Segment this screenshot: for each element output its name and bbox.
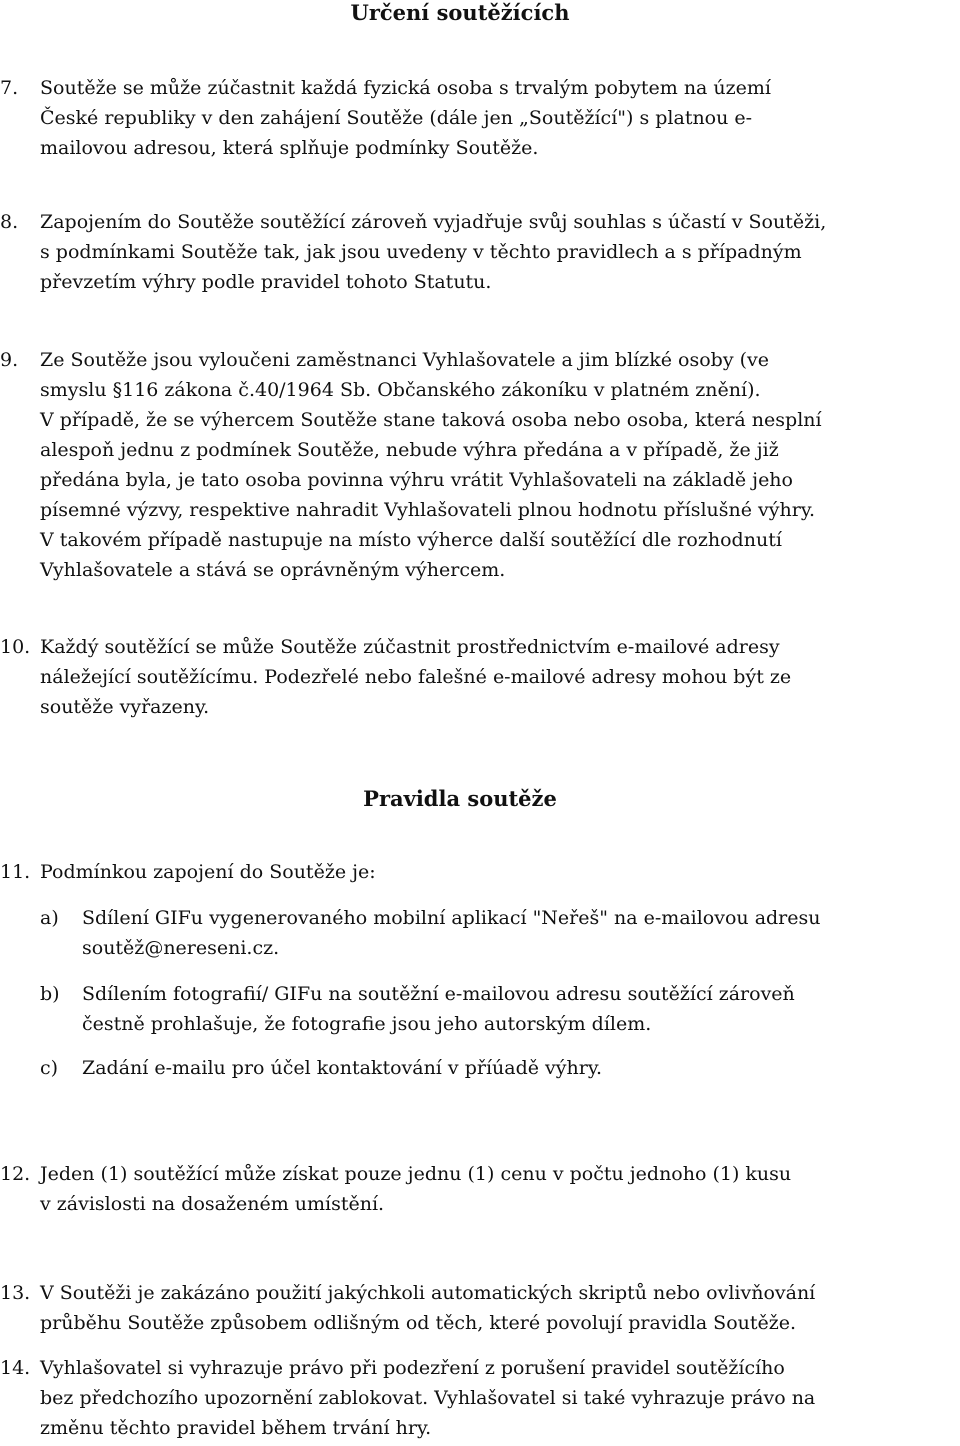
condition-text: [82, 1053, 948, 1083]
condition-line: Sdílením fotografií/ GIFu na soutěžní e-mailovou adresu soutěžící zároveň: [82, 983, 795, 1005]
rule-line: Ze Soutěže jsou vyloučeni zaměstnanci Vyhlašovatele a jim blízké osoby (ve: [40, 349, 769, 371]
rule-line: náležející soutěžícímu. Podezřelé nebo falešné e-mailové adresy mohou být ze: [40, 666, 792, 688]
rule-number: 8.: [0, 211, 19, 233]
condition-line: čestně prohlašuje, že fotografie jsou jeho autorským dílem.: [82, 1013, 652, 1035]
rule-line: Vyhlašovatel si vyhrazuje právo při podezření z porušení pravidel soutěžícího: [40, 1357, 785, 1379]
rule-line: alespoň jednu z podmínek Soutěže, nebude výhra předána a v případě, že již: [40, 439, 779, 461]
rule-line: s podmínkami Soutěže tak, jak jsou uvedeny v těchto pravidlech a s případným: [40, 241, 802, 263]
rule-line: převzetím výhry podle pravidel tohoto Statutu.: [40, 271, 492, 293]
rule-line: Každý soutěžící se může Soutěže zúčastnit prostřednictvím e-mailové adresy: [40, 636, 780, 658]
condition-text: [82, 903, 948, 963]
condition-line: Sdílení GIFu vygenerovaného mobilní aplikací "Neřeš" na e-mailovou adresu: [82, 907, 821, 929]
rule-line: soutěže vyřazeny.: [40, 696, 210, 718]
rule-text: [40, 345, 948, 585]
rule-text: [40, 73, 948, 163]
rule-text: [40, 1278, 948, 1338]
rule-line: změnu těchto pravidel během trvání hry.: [40, 1417, 432, 1439]
rule-line: Zapojením do Soutěže soutěžící zároveň vyjadřuje svůj souhlas s účastí v Soutěži,: [40, 211, 827, 233]
rule-text: [40, 207, 948, 297]
rule-number: 11.: [0, 861, 31, 883]
rule-text: [40, 1353, 948, 1443]
rule-line: V Soutěži je zakázáno použití jakýchkoli automatických skriptů nebo ovlivňování: [40, 1282, 816, 1304]
rule-number: 9.: [0, 349, 19, 371]
condition-line: soutěž@nereseni.cz.: [82, 937, 280, 959]
rule-line: průběhu Soutěže způsobem odlišným od těch, které povolují pravidla Soutěže.: [40, 1312, 797, 1334]
rule-number: 13.: [0, 1282, 31, 1304]
rule-line: písemné výzvy, respektive nahradit Vyhlašovateli plnou hodnotu příslušné výhry.: [40, 499, 816, 521]
rule-line: České republiky v den zahájení Soutěže (dále jen „Soutěžící") s platnou e-: [40, 107, 753, 129]
section-heading-contestants: Určení soutěžících: [350, 0, 570, 25]
rule-line: Podmínkou zapojení do Soutěže je:: [40, 861, 376, 883]
rule-number: 12.: [0, 1163, 31, 1185]
rule-line: Jeden (1) soutěžící může získat pouze jednu (1) cenu v počtu jednoho (1) kusu: [40, 1163, 792, 1185]
rule-number: 7.: [0, 77, 19, 99]
rule-text: [40, 632, 948, 722]
condition-letter: c): [40, 1057, 59, 1079]
rule-text: [40, 857, 948, 887]
rule-line: smyslu §116 zákona č.40/1964 Sb. Občanského zákoníku v platném znění).: [40, 379, 761, 401]
rule-number: 14.: [0, 1357, 31, 1379]
rule-line: mailovou adresou, která splňuje podmínky Soutěže.: [40, 137, 539, 159]
condition-text: [82, 979, 948, 1039]
rule-line: v závislosti na dosaženém umístění.: [40, 1193, 385, 1215]
section-heading-rules: Pravidla soutěže: [363, 786, 557, 811]
rule-line: bez předchozího upozornění zablokovat. Vyhlašovatel si také vyhrazuje právo na: [40, 1387, 816, 1409]
rule-line: Vyhlašovatele a stává se oprávněným výhercem.: [40, 559, 506, 581]
rule-line: předána byla, je tato osoba povinna výhru vrátit Vyhlašovateli na základě jeho: [40, 469, 793, 491]
condition-line: Zadání e-mailu pro účel kontaktování v příúadě výhry.: [82, 1057, 603, 1079]
rule-text: [40, 1159, 948, 1219]
rule-number: 10.: [0, 636, 31, 658]
rule-line: V případě, že se výhercem Soutěže stane taková osoba nebo osoba, která nesplní: [40, 409, 822, 431]
condition-letter: b): [40, 983, 60, 1005]
condition-letter: a): [40, 907, 59, 929]
rule-line: Soutěže se může zúčastnit každá fyzická osoba s trvalým pobytem na území: [40, 77, 772, 99]
rule-line: V takovém případě nastupuje na místo výherce další soutěžící dle rozhodnutí: [40, 529, 782, 551]
